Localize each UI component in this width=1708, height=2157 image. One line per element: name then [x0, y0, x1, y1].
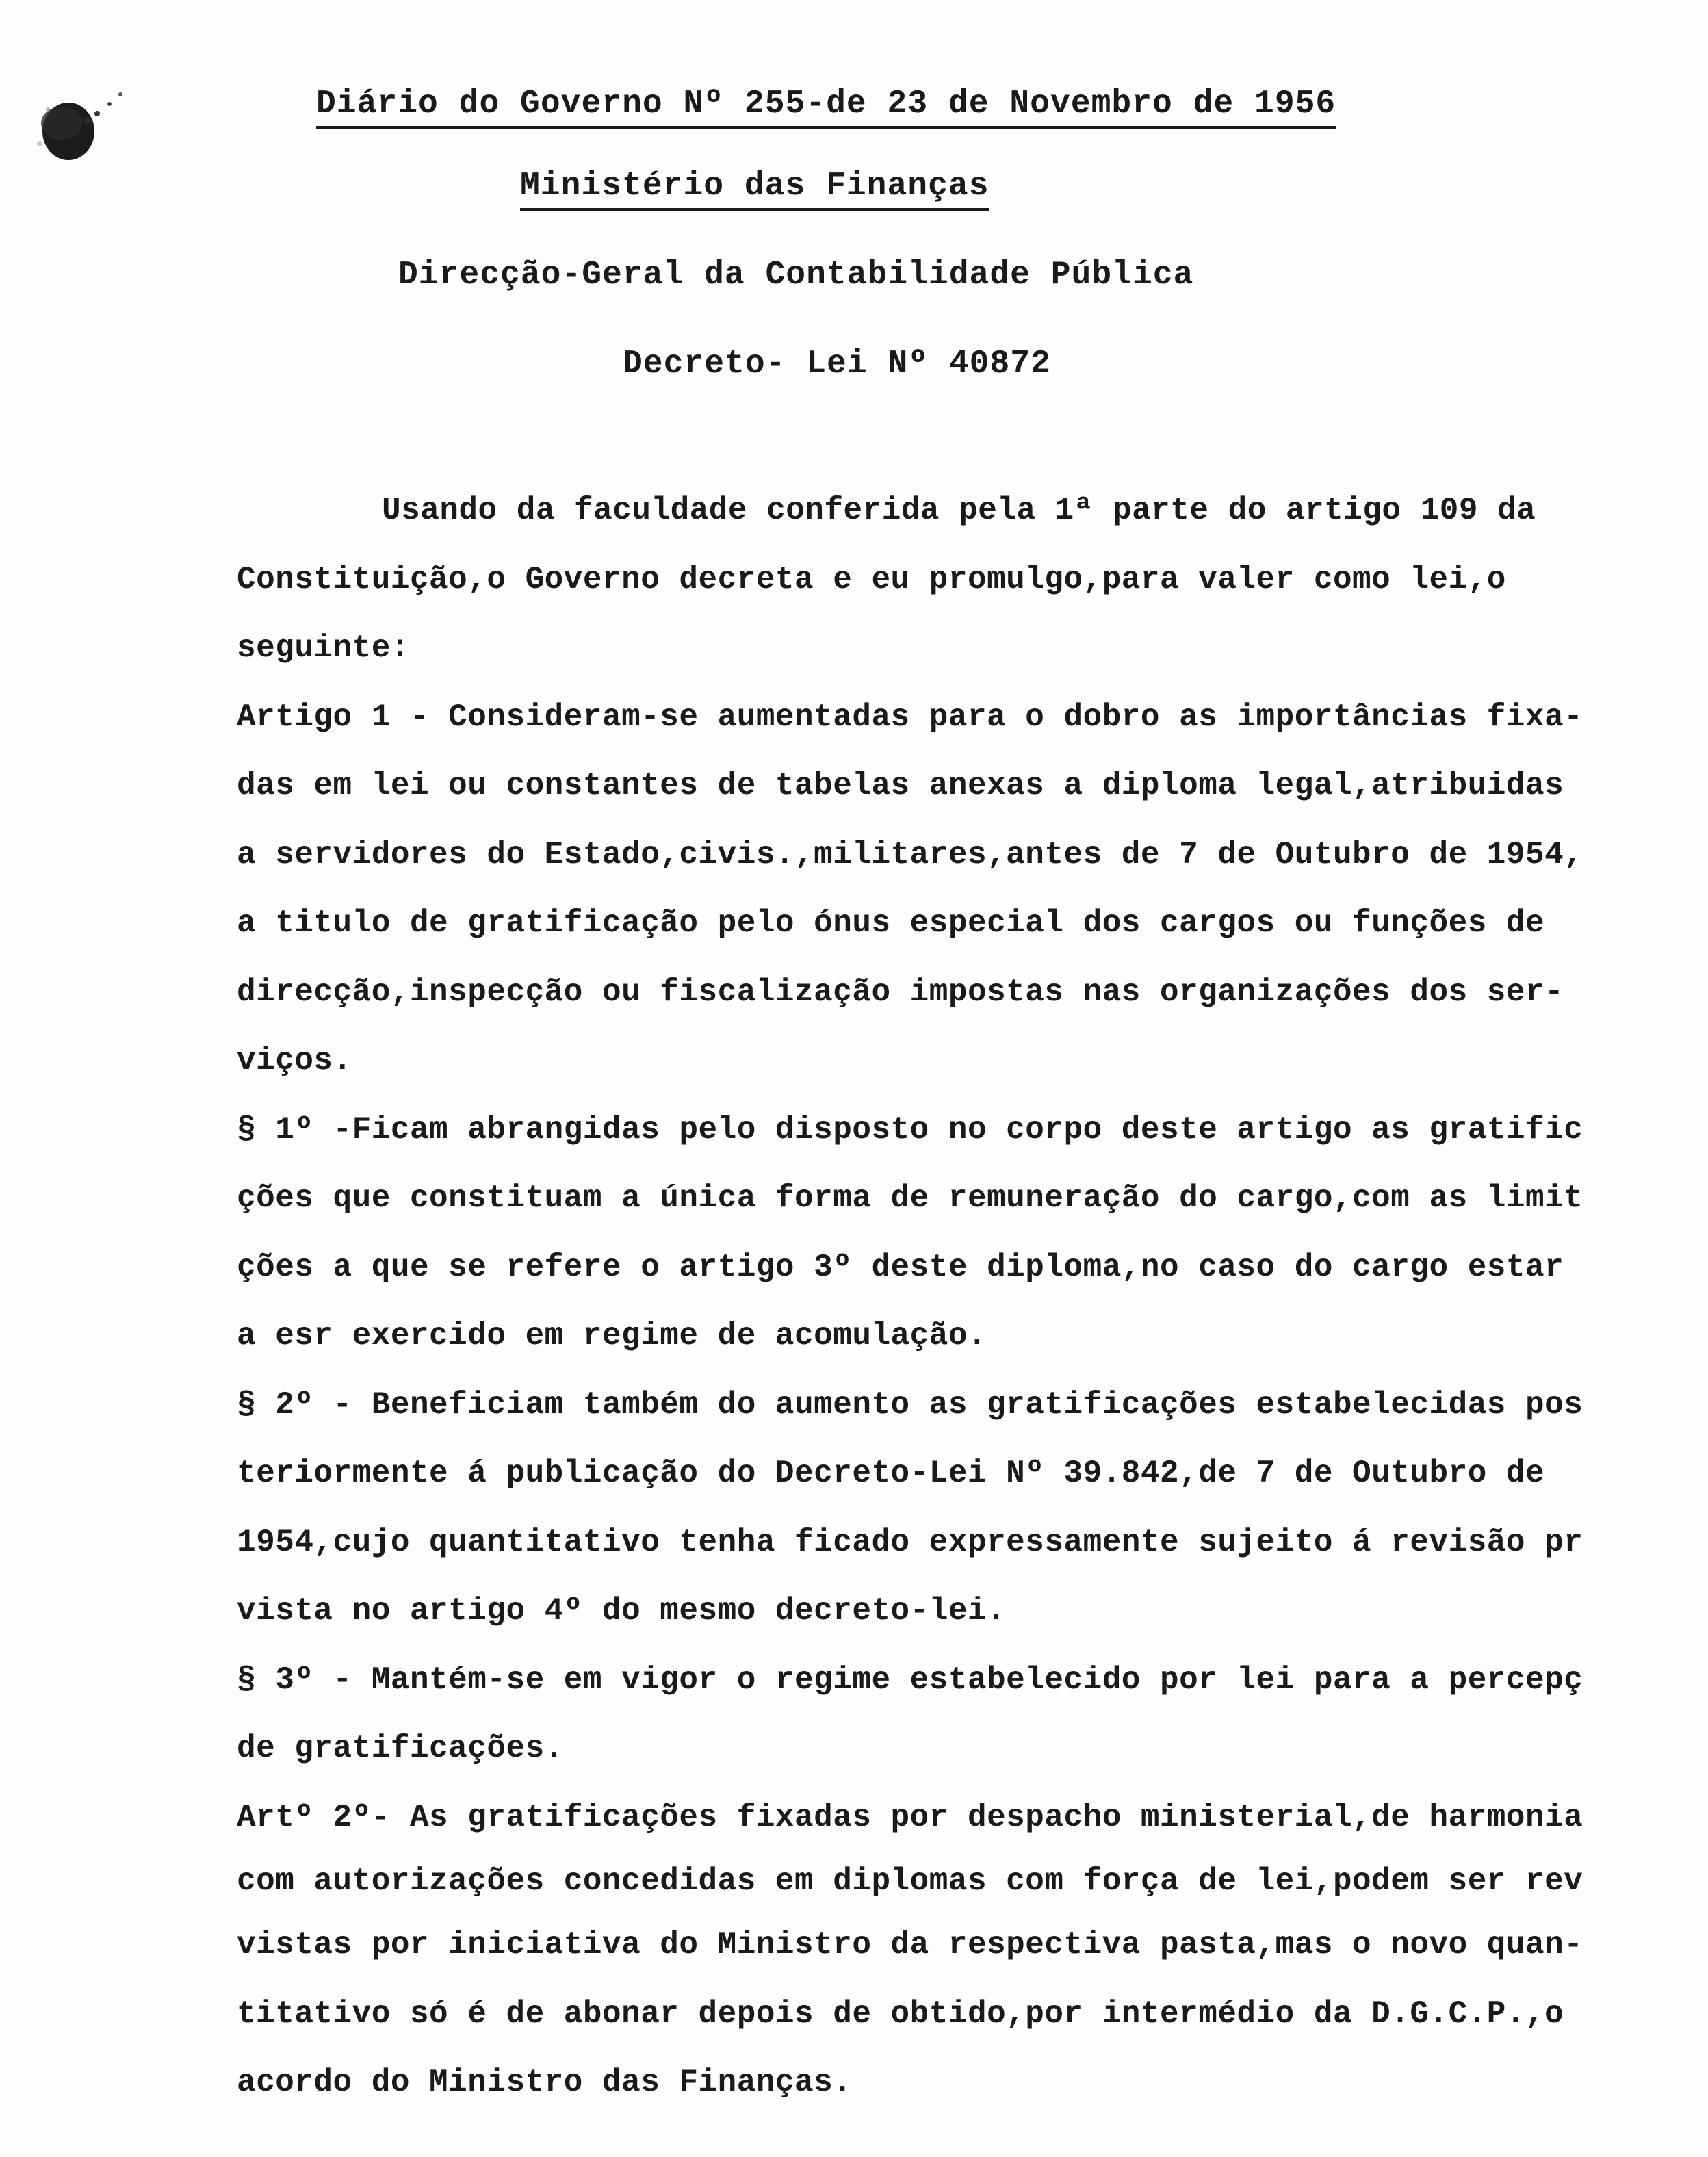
directorate-title: Direcção-Geral da Contabilidade Pública: [398, 257, 1194, 294]
text-line: 1954,cujo quantitativo tenha ficado expressamente sujeito á revisão pr: [237, 1524, 1583, 1560]
publication-title: Diário do Governo Nº 255-de 23 de Novembro de 1956: [316, 83, 1336, 129]
text-line: com autorizações concedidas em diplomas com força de lei,podem ser rev: [237, 1863, 1583, 1899]
text-line: Artigo 1 - Consideram-se aumentadas para o dobro as importâncias fixa-: [237, 699, 1583, 735]
text-line: § 1º -Ficam abrangidas pelo disposto no corpo deste artigo as gratific: [237, 1111, 1583, 1148]
directorate-heading: [0, 255, 1708, 296]
ministry-heading: [0, 166, 1708, 211]
text-line: a esr exercido em regime de acomulação.: [237, 1318, 987, 1354]
decree-body: [237, 476, 1660, 2117]
text-line: direcção,inspecção ou fiscalização impostas nas organizações dos ser-: [237, 974, 1564, 1010]
text-line: de gratificações.: [237, 1731, 564, 1766]
text-line: ções a que se refere o artigo 3º deste diploma,no caso do cargo estar: [237, 1249, 1564, 1285]
decree-heading: [0, 344, 1708, 385]
text-line: teriormente á publicação do Decreto-Lei Nº 39.842,de 7 de Outubro de: [237, 1456, 1545, 1491]
text-line: Constituição,o Governo decreta e eu promulgo,para valer como lei,o: [237, 561, 1506, 597]
text-line: ções que constituam a única forma de remuneração do cargo,com as limit: [237, 1180, 1583, 1216]
text-line: vistas por iniciativa do Ministro da respectiva pasta,mas o novo quan-: [237, 1927, 1583, 1963]
text-line: Artº 2º- As gratificações fixadas por despacho ministerial,de harmonia: [237, 1799, 1583, 1835]
text-line: § 2º - Beneficiam também do aumento as gratificações estabelecidas pos: [237, 1386, 1583, 1423]
text-line: a titulo de gratificação pelo ónus especial dos cargos ou funções de: [237, 905, 1545, 941]
text-line: § 3º - Mantém-se em vigor o regime estabelecido por lei para a percepç: [237, 1662, 1583, 1698]
decree-number: Decreto- Lei Nº 40872: [623, 346, 1051, 383]
text-line: Usando da faculdade conferida pela 1ª parte do artigo 109 da: [382, 493, 1536, 528]
publication-heading: [0, 83, 1708, 129]
text-line: das em lei ou constantes de tabelas anexas a diploma legal,atribuidas: [237, 768, 1564, 803]
text-line: a servidores do Estado,civis.,militares,antes de 7 de Outubro de 1954,: [237, 836, 1583, 873]
ministry-title: Ministério das Finanças: [520, 166, 989, 211]
text-line: titativo só é de abonar depois de obtido,por intermédio da D.G.C.P.,o: [237, 1995, 1564, 2032]
text-line: vista no artigo 4º do mesmo decreto-lei.: [237, 1593, 1007, 1629]
text-line: seguinte:: [237, 630, 410, 666]
text-line: acordo do Ministro das Finanças.: [237, 2065, 853, 2100]
text-line: viços.: [237, 1043, 352, 1078]
